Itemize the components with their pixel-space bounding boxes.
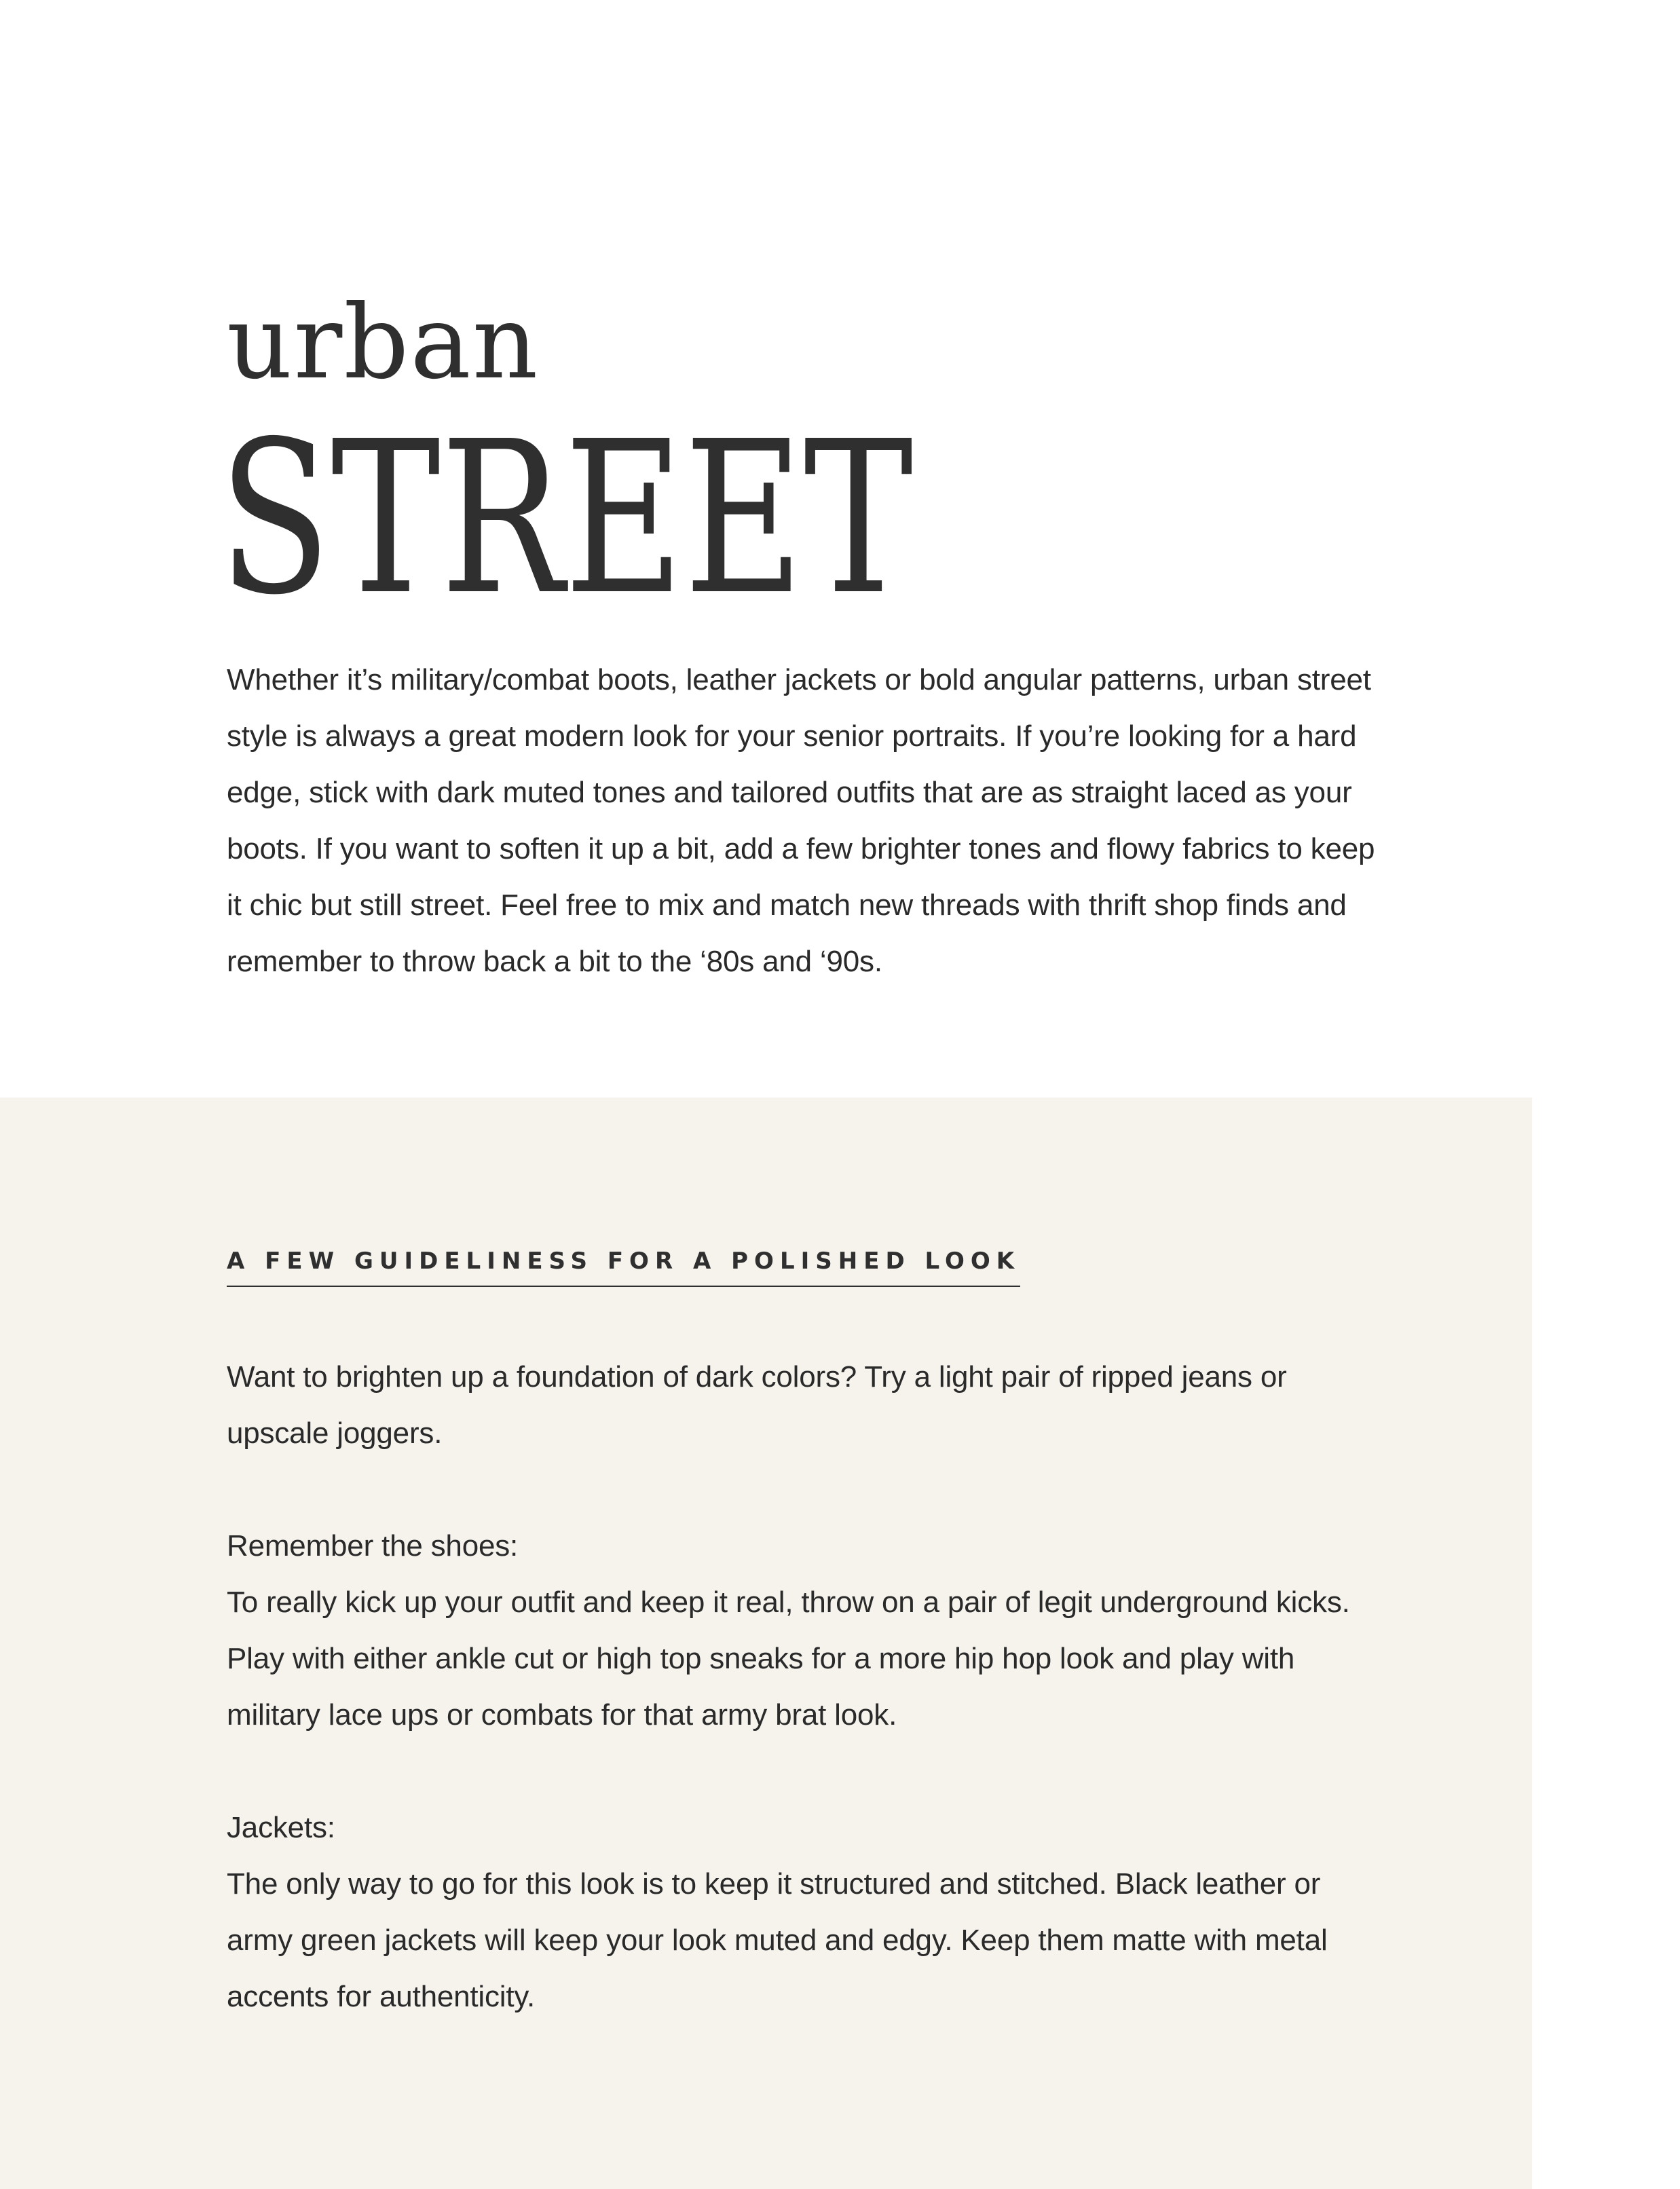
jackets-text: The only way to go for this look is to keep it structured and stitched. Black leather or army green jackets will keep your look muted and edgy. Keep them matte with metal accents for authenticity. bbox=[227, 1867, 1328, 2013]
guidelines-heading: A FEW GUIDELINESS FOR A POLISHED LOOK bbox=[227, 1248, 1020, 1287]
shoes-label: Remember the shoes: bbox=[227, 1529, 519, 1563]
intro-paragraph: Whether it’s military/combat boots, leather jackets or bold angular patterns, urban street style is always a great modern look for your senior portraits. If you’re looking for a hard edge, stick with dark muted tones and tailored outfits that are as straight laced as your boots. If you want to soften it up a bit, add a few brighter tones and flowy fabrics to keep it chic but still street. Feel free to mix and match new threads with thrift shop finds and remember to throw back a bit to the ‘80s and ‘90s. bbox=[227, 663, 1375, 978]
jackets-section bbox=[227, 1799, 1394, 2025]
title-street: STREET bbox=[219, 396, 914, 641]
title-urban: urban bbox=[227, 284, 540, 402]
guidelines-body bbox=[227, 1349, 1394, 2081]
brighten-paragraph: Want to brighten up a foundation of dark colors? Try a light pair of ripped jeans or upscale joggers. bbox=[227, 1360, 1287, 1450]
shoes-section bbox=[227, 1518, 1394, 1743]
shoes-text: To really kick up your outfit and keep it real, throw on a pair of legit underground kicks. Play with either ankle cut or high top sneaks for a more hip hop look and play with military lace ups or combats for that army brat look. bbox=[227, 1586, 1350, 1732]
jackets-label: Jackets: bbox=[227, 1811, 335, 1844]
